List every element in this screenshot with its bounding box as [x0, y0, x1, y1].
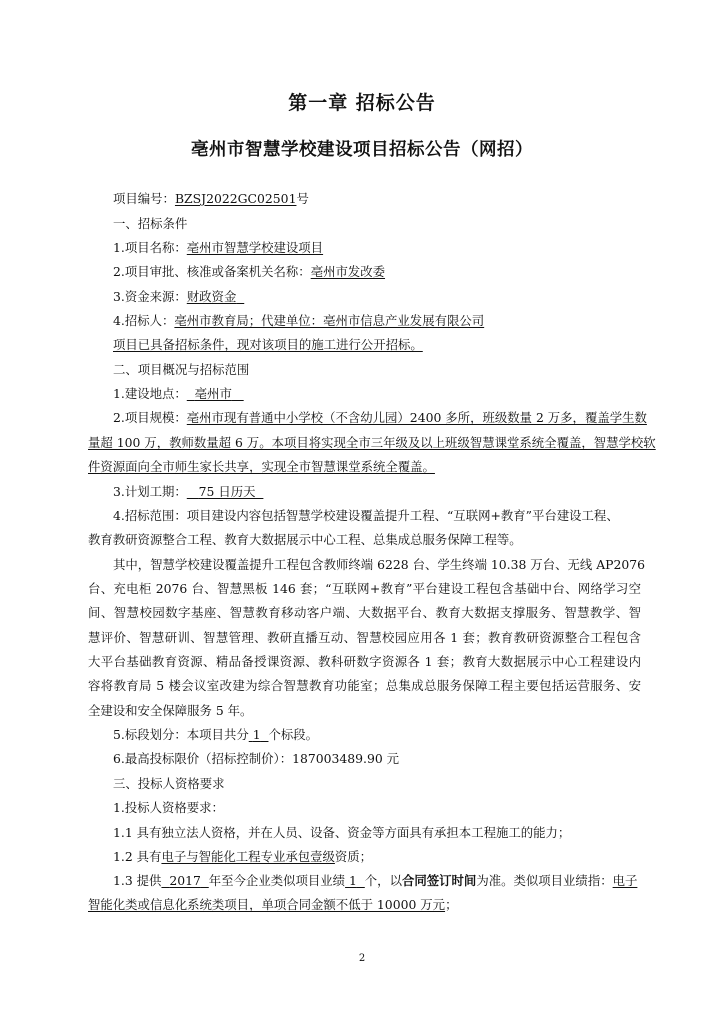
- project-number: 项目编号：BZSJ2022GC02501号: [113, 191, 309, 206]
- s3-req-1-2: 1.2 具有电子与智能化工程专业承包壹级资质；: [113, 849, 373, 864]
- s1-item-2: 2.项目审批、核准或备案机关名称：亳州市发改委: [113, 264, 386, 279]
- s3-req-1-3-line-1: 1.3 提供 2017 年至今企业类似项目业绩 1 个，以合同签订时间为准。类似项目业绩指：电子: [113, 873, 638, 888]
- s2-item-6: 6.最高投标限价（招标控制价）：187003489.90 元: [113, 751, 400, 766]
- s2-detail-line-2: 台、充电柜 2076 台、智慧黑板 146 套；“互联网+教育”平台建设工程包含基础中台、网络学习空: [88, 581, 641, 596]
- s2-item-5: 5.标段划分：本项目共分 1 个标段。: [113, 727, 319, 742]
- s2-item-4-line-1: 4.招标范围：项目建设内容包括智慧学校建设覆盖提升工程、“互联网+教育”平台建设工程、: [113, 508, 619, 523]
- s2-detail-line-5: 大平台基础教育资源、精品备授课资源、教科研数字资源各 1 套；教育大数据展示中心工程建设内: [88, 654, 641, 669]
- s2-item-2-line-3: 件资源面向全市师生家长共享，实现全市智慧课堂系统全覆盖。: [88, 459, 435, 474]
- s1-item-3: 3.资金来源：财政资金: [113, 289, 237, 304]
- page-number: 2: [358, 953, 366, 964]
- s2-detail-line-7: 全建设和安全保障服务 5 年。: [88, 703, 253, 718]
- document-title: 亳州市智慧学校建设项目招标公告（网招）: [191, 140, 533, 160]
- section-1-heading: 一、招标条件: [113, 216, 188, 231]
- s2-item-1: 1.建设地点： 亳州市: [113, 386, 232, 401]
- chapter-heading: 第一章 招标公告: [288, 92, 436, 114]
- s2-item-2-line-1: 2.项目规模：亳州市现有普通中小学校（不含幼儿园）2400 多所，班级数量 2 万多，覆盖学生数: [113, 410, 647, 425]
- s2-item-3: 3.计划工期： 75 日历天: [113, 484, 256, 499]
- s2-item-4-line-2: 教育教研资源整合工程、教育大数据展示中心工程、总集成总服务保障工程等。: [88, 532, 522, 547]
- s1-item-1: 1.项目名称：亳州市智慧学校建设项目: [113, 240, 324, 255]
- project-number-value: BZSJ2022GC02501: [174, 191, 297, 206]
- s2-detail-line-4: 慧评价、智慧研训、智慧管理、教研直播互动、智慧校园应用各 1 套；教育教研资源整合工程包含: [88, 630, 641, 645]
- s3-req-1-1: 1.1 具有独立法人资格，并在人员、设备、资金等方面具有承担本工程施工的能力；: [113, 825, 571, 840]
- s3-req-1-3-line-2: 智能化类或信息化系统类项目，单项合同金额不低于 10000 万元；: [88, 897, 458, 912]
- section-3-heading: 三、投标人资格要求: [113, 776, 225, 791]
- s2-item-2-line-2: 量超 100 万，教师数量超 6 万。本项目将实现全市三年级及以上班级智慧课堂系统全覆盖，智慧学校软: [88, 435, 656, 450]
- s2-detail-line-1: 其中，智慧学校建设覆盖提升工程包含教师终端 6228 台、学生终端 10.38 万台、无线 AP2076: [113, 557, 646, 572]
- s2-detail-line-6: 容将教育局 5 楼会议室改建为综合智慧教育功能室；总集成总服务保障工程主要包括运营服务、安: [88, 678, 641, 693]
- s1-item-4: 4.招标人：亳州市教育局；代建单位：亳州市信息产业发展有限公司: [113, 313, 485, 328]
- section-2-heading: 二、项目概况与招标范围: [113, 362, 250, 377]
- s3-req-1: 1.投标人资格要求：: [113, 800, 224, 815]
- s2-detail-line-3: 间、智慧校园数字基座、智慧教育移动客户端、大数据平台、教育大数据支撑服务、智慧教学、智: [88, 605, 641, 620]
- s1-condition: 项目已具备招标条件，现对该项目的施工进行公开招标。: [113, 337, 423, 352]
